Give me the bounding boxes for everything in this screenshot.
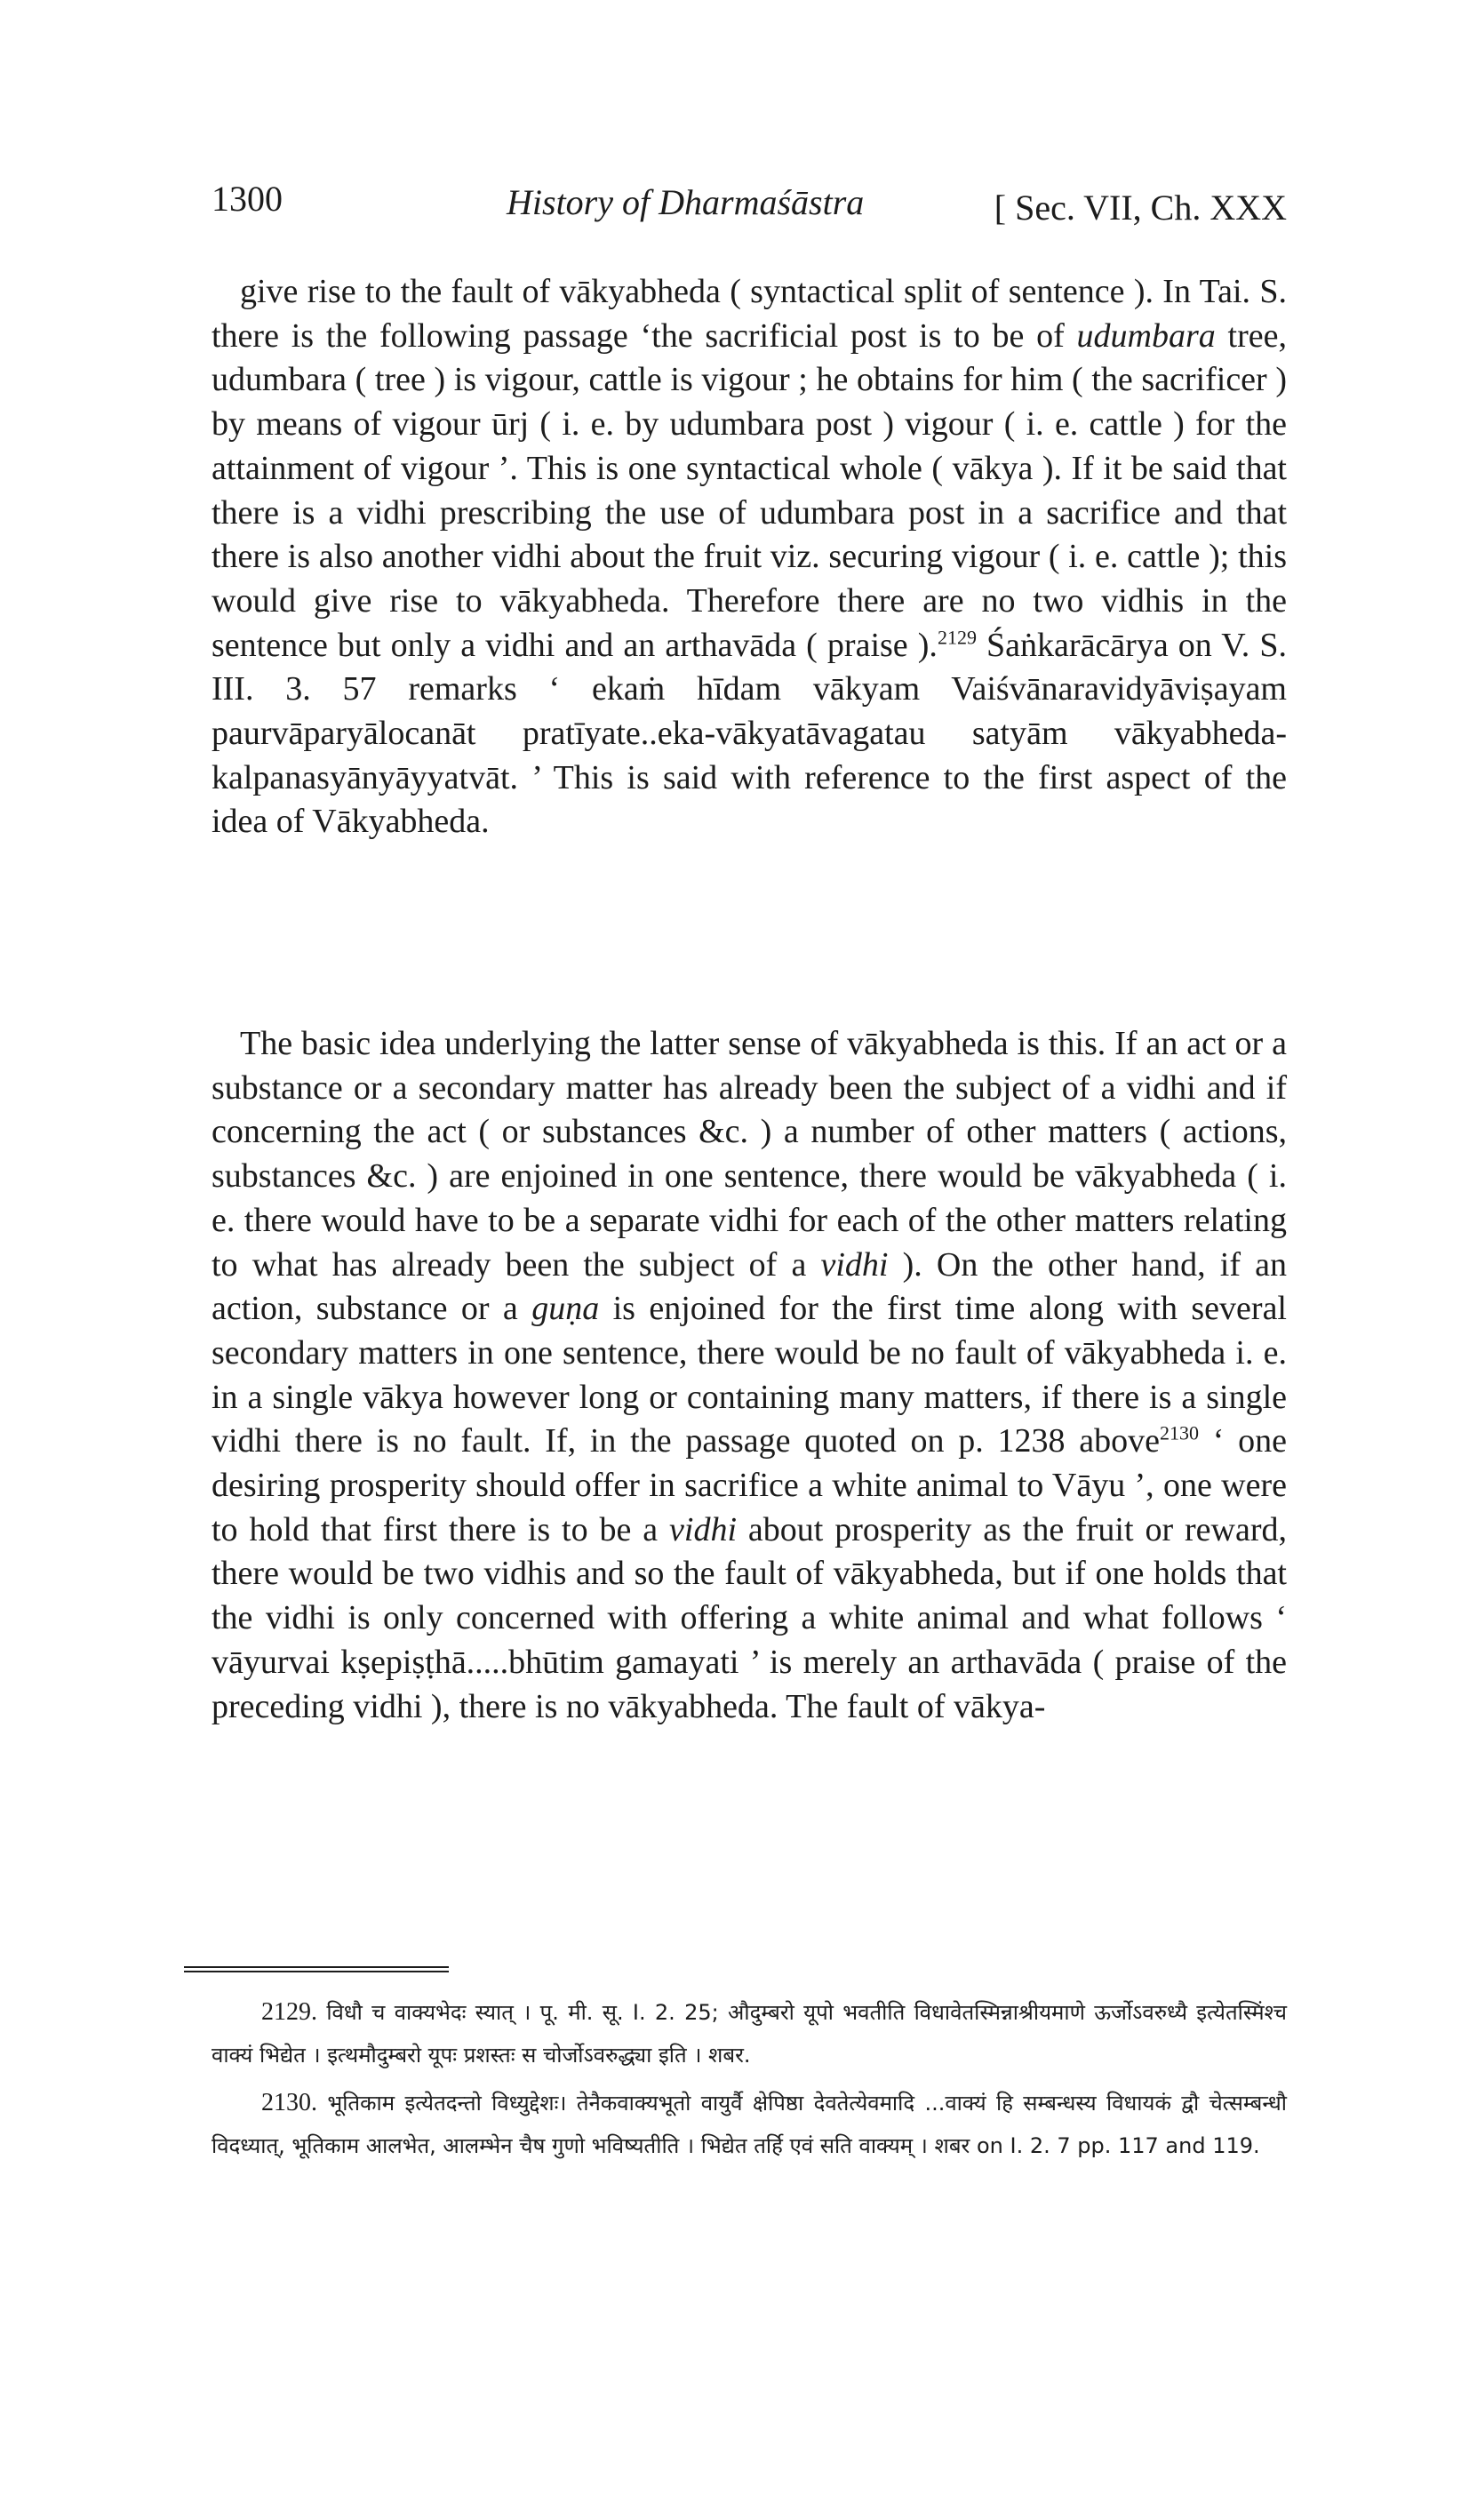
footnote-reference-2130[interactable]: 2130 [1159,1421,1199,1444]
paragraph-text: about prosperity as the fruit or reward, there would be two vidhis and so the fault of vākyabheda, but if one holds that the vidhi is only concerned with offering a white animal and what follows ‘ vāyurvai kṣepiṣṭhā.....bhūtim gamayati ’ is merely an arthavāda ( praise of the preceding vidhi ), there is no vākyabheda. The fault of vākya- [212,1510,1287,1725]
italic-term: vidhi [820,1245,889,1284]
paragraph-text: tree, udumbara ( tree ) is vigour, cattle is vigour ; he obtains for him ( the sacrificer ) by means of vigour ūrj ( i. e. by udumbara post ) vigour ( i. e. cattle ) for the attainment of vigour ’. This is one syntactical whole ( vākya ). If it be said that there is a vidhi prescribing the use of udumbara post in a sacrifice and that there is also another vidhi about the fruit viz. securing vigour ( i. e. cattle ); this would give rise to vākyabheda. Therefore there are no two vidhis in the sentence but only a vidhi and an arthavāda ( praise ). [212,316,1287,664]
body-paragraph-1 [212,270,1287,844]
footnote-number: 2130. [261,2089,317,2116]
paragraph-text: is enjoined for the first time along with several secondary matters in one sentence, there would be no fault of vākyabheda i. e. in a single vākya however long or containing many matters, if there is a single vidhi there is no fault. If, in the passage quoted on p. 1238 above [212,1290,1287,1460]
footnote-reference-2129[interactable]: 2129 [937,625,977,648]
page-number: 1300 [212,179,283,219]
paragraph-text: Śaṅkarācārya on V. S. III. 3. 57 remarks ‘ ekaṁ hīdam vākyam Vaiśvānaravidyāviṣayam paurvāparyālocanāt pratīyate..eka-vākyatāvagatau satyām vākyabheda-kalpanasyānyāyyatvāt. ’ This is said with reference to the first aspect of the idea of Vākyabheda. [212,626,1287,841]
italic-term: vidhi [669,1510,738,1548]
body-paragraph-2 [212,1022,1287,1729]
footnotes [212,1991,1287,2172]
footnote-2129 [212,1991,1287,2076]
page-header [212,178,1287,231]
footnote-text: भूतिकाम इत्येतदन्तो विध्युद्देशः। तेनैकवाक्यभूतो वायुर्वै क्षेपिष्ठा देवतेत्येवमादि ...वाक्यं हि सम्बन्धस्य विधायकं द्वौ चेत्सम्बन्धौ विदध्यात्, भूतिकाम आलभेत, आलम्भेन चैष गुणो भविष्यतीति । भिद्येत तर्हि एवं सति वाक्यम् । शबर on I. 2. 7 pp. 117 and 119. [212,2091,1288,2158]
italic-term: guṇa [531,1290,600,1328]
paragraph-text: ). On the other hand, if an action, substance or a [212,1245,1288,1328]
footnote-text: विधौ च वाक्यभेदः स्यात् । पू. मी. सू. I. 2. 25; औदुम्बरो यूपो भवतीति विधावेतस्मिन्नाश्रीयमाणे ऊर्जोऽवरुध्यै इत्येतस्मिंश्च वाक्यं भिद्येत । इत्थमौदुम्बरो यूपः प्रशस्तः स चोर्जोऽवरुद्ध्या इति । शबर. [212,2000,1287,2068]
paragraph-text: The basic idea underlying the latter sense of vākyabheda is this. If an act or a substance or a secondary matter has already been the subject of a vidhi and if concerning the act ( or substances &c. ) a number of other matters ( actions, substances &c. ) are enjoined in one sentence, there would be vākyabheda ( i. e. there would have to be a separate vidhi for each of the other matters relating to what has already been the subject of a [212,1025,1287,1284]
italic-term: udumbara [1076,316,1216,355]
footnote-separator [184,1966,449,1973]
footnote-number: 2129. [261,1998,317,2026]
running-title: History of Dharmaśāstra [507,182,865,222]
section-reference: [ Sec. VII, Ch. XXX [994,188,1287,228]
footnote-2130 [212,2082,1287,2167]
paragraph-text: ‘ one desiring prosperity should offer in sacrifice a white animal to Vāyu ’, one were to hold that first there is to be a [212,1422,1287,1548]
paragraph-text: give rise to the fault of vākyabheda ( syntactical split of sentence ). In Tai. S. there is the following passage ‘the sacrificial post is to be of [212,273,1287,355]
